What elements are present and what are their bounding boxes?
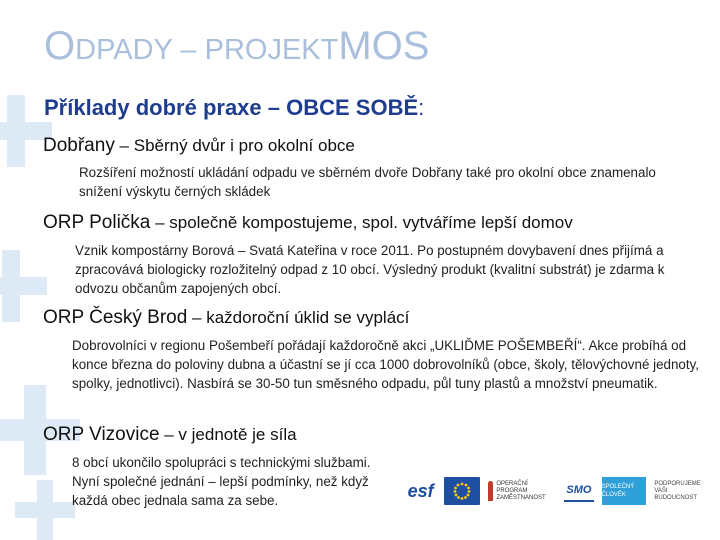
heading-rest: společně kompostujeme, spol. vytváříme lepší domov <box>169 213 573 232</box>
heading-main: ORP Český Brod <box>43 307 188 328</box>
subtitle-colon: : <box>418 95 425 120</box>
eu-flag-icon <box>444 477 480 505</box>
item-text-dobrany: Rozšíření možností ukládání odpadu ve sběrném dvoře Dobřany také pro okolní obce znamenalo snížení výskytu černých skládek <box>79 165 656 199</box>
heading-rest: Sběrný dvůr i pro okolní obce <box>133 136 355 155</box>
podporujeme-logo: PODPORUJEME VAŠI BUDOUCNOST <box>654 480 701 501</box>
item-heading-policka <box>43 212 573 234</box>
item-heading-cesky-brod <box>43 307 409 329</box>
heading-main: ORP Vizovice <box>43 424 160 445</box>
item-heading-vizovice <box>43 424 297 446</box>
decorative-cross <box>0 250 47 322</box>
oppz-logo <box>488 477 556 505</box>
slide-title: ODPADY – PROJEKTMOS <box>44 24 430 68</box>
heading-main: Dobřany <box>43 135 115 156</box>
subtitle-text: Příklady dobré praxe – OBCE SOBĚ <box>44 95 419 120</box>
heading-dash: – <box>159 425 179 444</box>
spolecny-logo: SPOLEČNÝ ČLOVĚK <box>602 477 647 505</box>
heading-rest: v jednotě je síla <box>178 425 297 444</box>
item-text-vizovice: 8 obcí ukončilo spolupráci s technickými službami. Nyní společné jednání – lepší podmínky, než když každá obec jednala sama za sebe. <box>72 455 371 508</box>
decorative-cross <box>15 480 75 540</box>
heading-dash: – <box>150 213 170 232</box>
sponsor-logos <box>405 473 705 509</box>
item-heading-dobrany <box>43 135 355 157</box>
item-text-cesky-brod: Dobrovolníci v regionu Pošembeří pořádají každoročně akci „UKLIĎME POŠEMBEŘÍ“. Akce probíhá od konce března do poloviny dubna a účastní se jí cca 1000 dobrovolníků (obce, školy, tělovýchovné jednoty, spolky, jednotlivci). Nasbírá se 30-50 tun směsného odpadu, půl tuny plastů a množství pneumatik. <box>72 338 700 391</box>
oppz-text: OPERAČNÍ PROGRAM ZAMĚSTNANOST <box>496 480 546 501</box>
item-text-policka: Vznik kompostárny Borová – Svatá Kateřina v roce 2011. Po postupném dovybavení dnes přijímá a zpracovává biologicky rozložitelný odpad z 10 obcí. Výsledný produkt (kvalitní substrát) je zdarma k odvozu občanům zapojených obcí. <box>75 243 665 296</box>
title-part1: DPADY – PROJEKT <box>75 34 339 66</box>
heading-dash: – <box>187 308 207 327</box>
slide-subtitle <box>44 95 424 121</box>
heading-main: ORP Polička <box>43 212 151 233</box>
heading-rest: každoroční úklid se vyplácí <box>206 308 410 327</box>
smo-logo: SMO <box>564 480 593 502</box>
title-part2: MOS <box>338 24 430 68</box>
heading-dash: – <box>114 136 134 155</box>
oppz-mark-icon <box>488 481 493 501</box>
esf-logo: esf <box>407 481 434 501</box>
